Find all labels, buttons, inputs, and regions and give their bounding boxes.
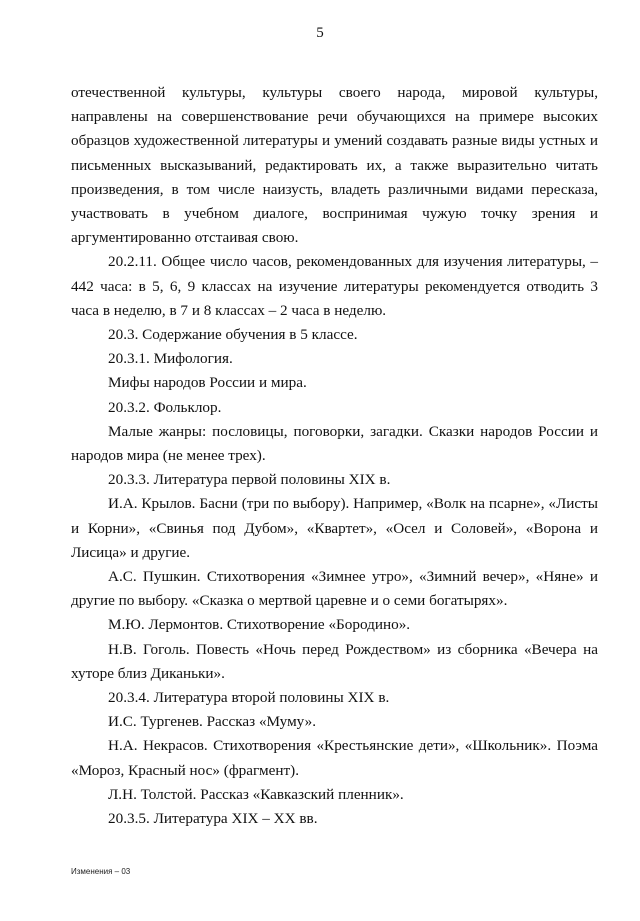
document-body <box>71 81 598 831</box>
paragraph-gogol: Н.В. Гоголь. Повесть «Ночь перед Рождеством» из сборника «Вечера на хуторе близ Диканьки». <box>71 640 598 682</box>
paragraph-hours: 20.2.11. Общее число часов, рекомендованных для изучения литературы, – 442 часа: в 5, 6, 9 классах на изучение литературы рекомендуется отводить 3 часа в неделю, в 7 и 8 классах – 2 часа в неделю. <box>71 253 598 319</box>
paragraph-small-genres: Малые жанры: пословицы, поговорки, загадки. Сказки народов России и народов мира (не менее трех). <box>71 422 598 465</box>
revision-footer: Изменения – 03 <box>71 867 131 876</box>
paragraph-myths: Мифы народов России и мира. <box>108 374 307 392</box>
paragraph-lermontov: М.Ю. Лермонтов. Стихотворение «Бородино». <box>108 616 411 634</box>
paragraph-krylov: И.А. Крылов. Басни (три по выбору). Например, «Волк на псарне», «Листы и Корни», «Свинья под Дубом», «Квартет», «Осел и Соловей», «Ворона и Лисица» и другие. <box>71 495 598 561</box>
paragraph-culture-intro: отечественной культуры, культуры своего народа, мировой культуры, направлены на совершенствование речи обучающихся на примере высоких образцов художественной литературы и умений создавать разные виды устных и письменных высказываний, редактировать их, а также выразительно читать произведения, в том числе наизусть, владеть различными видами пересказа, участвовать в учебном диалоге, воспринимая чужую точку зрения и аргументированно отстаивая свою. <box>71 84 598 247</box>
paragraph-pushkin: А.С. Пушкин. Стихотворения «Зимнее утро», «Зимний вечер», «Няне» и другие по выбору. «Сказка о мертвой царевне и о семи богатырях». <box>71 568 598 610</box>
section-heading-19th-second-half: 20.3.4. Литература второй половины XIX в. <box>108 689 390 707</box>
section-heading-19th-20th: 20.3.5. Литература XIX – XX вв. <box>108 810 318 828</box>
page-number: 5 <box>316 25 324 41</box>
paragraph-turgenev: И.С. Тургенев. Рассказ «Муму». <box>108 713 317 731</box>
section-heading-folklore: 20.3.2. Фольклор. <box>108 398 222 416</box>
section-heading-grade5: 20.3. Содержание обучения в 5 классе. <box>108 326 358 344</box>
section-heading-mythology: 20.3.1. Мифология. <box>108 350 233 368</box>
paragraph-nekrasov: Н.А. Некрасов. Стихотворения «Крестьянские дети», «Школьник». Поэма «Мороз, Красный нос» (фрагмент). <box>71 737 598 779</box>
section-heading-19th-first-half: 20.3.3. Литература первой половины XIX в. <box>108 471 391 489</box>
paragraph-tolstoy: Л.Н. Толстой. Рассказ «Кавказский пленник». <box>108 785 404 803</box>
